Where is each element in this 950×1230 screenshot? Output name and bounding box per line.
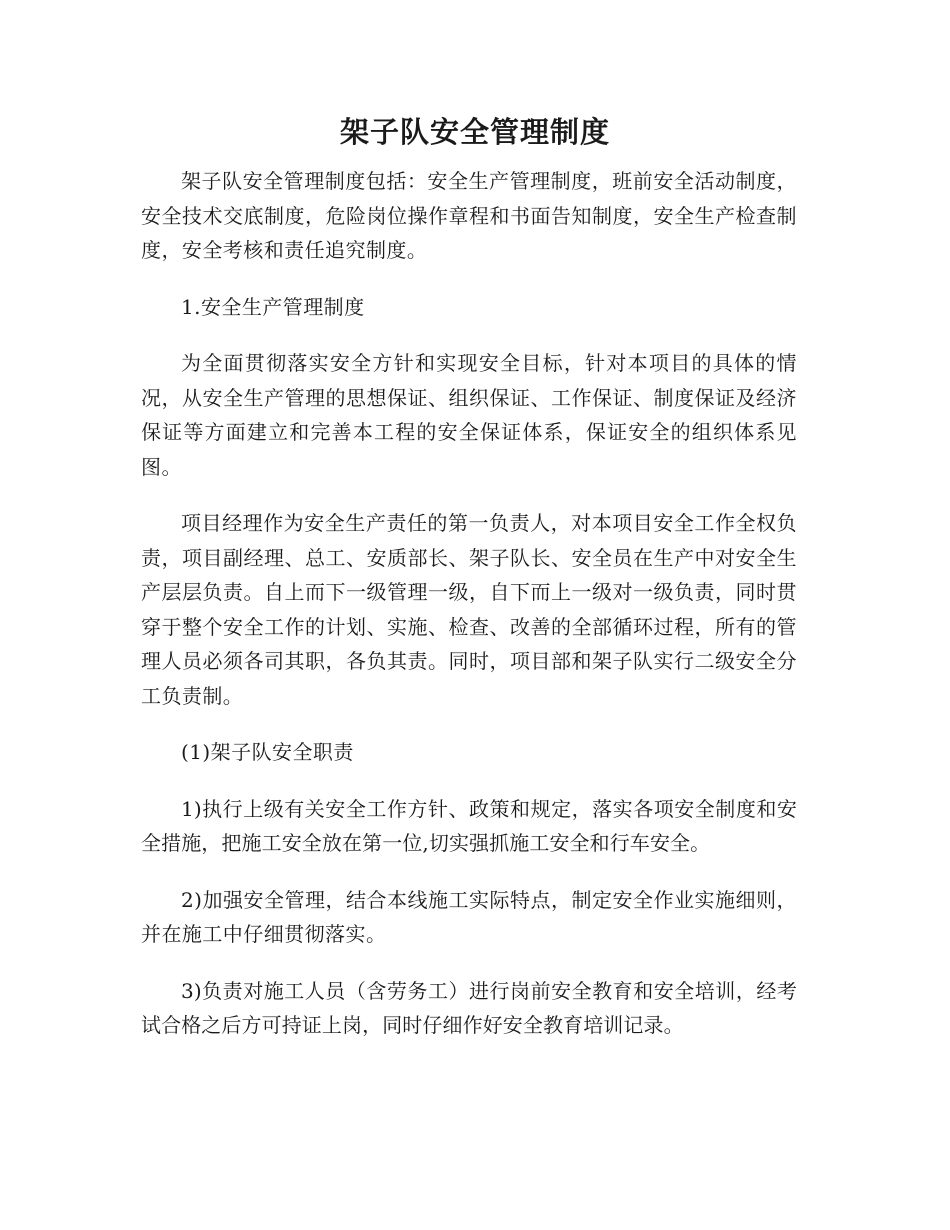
list-item-1: 1)执行上级有关安全工作方针、政策和规定，落实各项安全制度和安全措施，把施工安全放在第一位,切实强抓施工安全和行车安全。 — [141, 796, 797, 855]
document-body — [141, 164, 797, 1065]
document-title: 架子队安全管理制度 — [339, 115, 610, 149]
list-item-3: 3)负责对施工人员（含劳务工）进行岗前安全教育和安全培训，经考试合格之后方可持证上岗，同时仔细作好安全教育培训记录。 — [141, 978, 797, 1037]
subsection-heading-1: (1)架子队安全职责 — [181, 740, 354, 764]
section-heading-1: 1.安全生产管理制度 — [181, 294, 365, 319]
paragraph-safety-system: 为全面贯彻落实安全方针和实现安全目标，针对本项目的具体的情况，从安全生产管理的思想保证、组织保证、工作保证、制度保证及经济保证等方面建立和完善本工程的安全保证体系，保证安全的组织体系见图。 — [141, 351, 797, 479]
list-item-2: 2)加强安全管理，结合本线施工实际特点，制定安全作业实施细则，并在施工中仔细贯彻落实。 — [141, 887, 797, 946]
paragraph-manager-responsibility: 项目经理作为安全生产责任的第一负责人，对本项目安全工作全权负责，项目副经理、总工、安质部长、架子队长、安全员在生产中对安全生产层层负责。自上而下一级管理一级，自下而上一级对一级负责，同时贯穿于整个安全工作的计划、实施、检查、改善的全部循环过程，所有的管理人员必须各司其职，各负其责。同时，项目部和架子队实行二级安全分工负责制。 — [141, 511, 797, 708]
paragraph-intro: 架子队安全管理制度包括：安全生产管理制度，班前安全活动制度，安全技术交底制度，危险岗位操作章程和书面告知制度，安全生产检查制度，安全考核和责任追究制度。 — [141, 169, 797, 262]
